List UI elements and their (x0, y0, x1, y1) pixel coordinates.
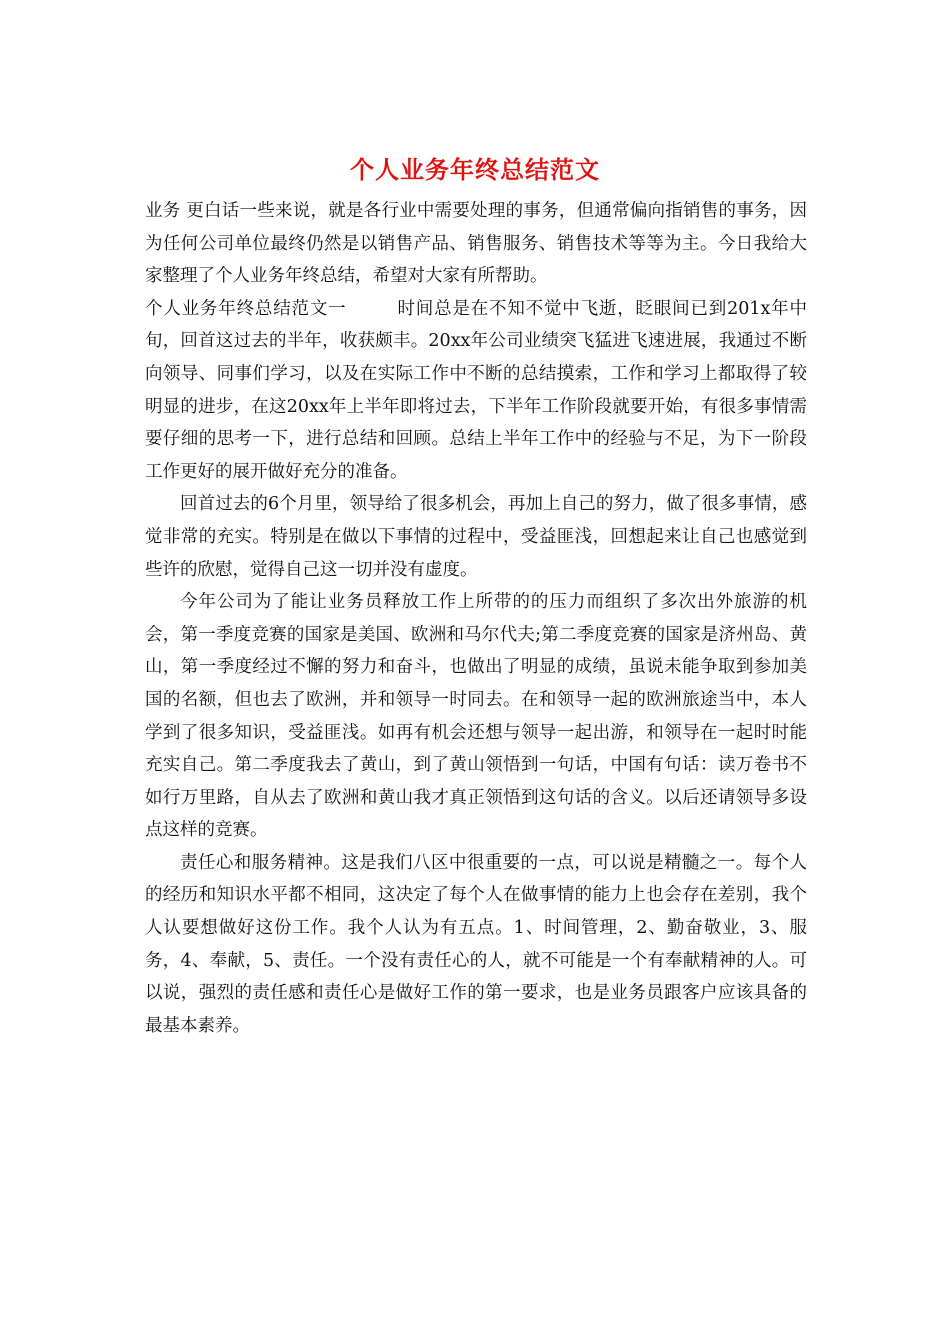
paragraph-travel: 今年公司为了能让业务员释放工作上所带的的压力而组织了多次出外旅游的机会，第一季度竞赛的国家是美国、欧洲和马尔代夫;第二季度竞赛的国家是济州岛、黄山，第一季度经过不懈的努力和奋斗，也做出了明显的成绩，虽说未能争取到参加美国的名额，但也去了欧洲，并和领导一时同去。在和领导一起的欧洲旅途当中，本人学到了很多知识，受益匪浅。如再有机会还想与领导一起出游，和领导在一起时时能充实自己。第二季度我去了黄山，到了黄山领悟到一句话，中国有句话：读万卷书不如行万里路，自从去了欧洲和黄山我才真正领悟到这句话的含义。以后还请领导多设点这样的竞赛。 (145, 592, 807, 841)
document-title: 个人业务年终总结范文 (350, 155, 600, 184)
section-gap (346, 299, 397, 319)
paragraph-responsibility: 责任心和服务精神。这是我们八区中很重要的一点，可以说是精髓之一。每个人的经历和知识水平都不相同，这决定了每个人在做事情的能力上也会存在差别，我个人认要想做好这份工作。我个人认为有五点。1、时间管理，2、勤奋敬业，3、服务，4、奉献，5、责任。一个没有责任心的人，就不可能是一个有奉献精神的人。可以说，强烈的责任感和责任心是做好工作的第一要求，也是业务员跟客户应该具备的最基本素养。 (145, 852, 807, 1036)
paragraph-review: 回首过去的6个月里，领导给了很多机会，再加上自己的努力，做了很多事情，感觉非常的充实。特别是在做以下事情的过程中，受益匪浅，回想起来让自己也感觉到些许的欣慰，觉得自己这一切并没有虚度。 (145, 494, 807, 580)
section-heading: 个人业务年终总结范文一 (145, 298, 347, 319)
section-one-paragraph (145, 293, 807, 489)
intro-paragraph: 业务 更白话一些来说，就是各行业中需要处理的事务，但通常偏向指销售的事务，因为任何公司单位最终仍然是以销售产品、销售服务、销售技术等等为主。今日我给大家整理了个人业务年终总结，希望对大家有所帮助。 (145, 201, 807, 287)
section-lead-text: 时间总是在不知不觉中飞逝，眨眼间已到201x年中旬，回首这过去的半年，收获颇丰。20xx年公司业绩突飞猛进飞速进展，我通过不断向领导、同事们学习，以及在实际工作中不断的总结摸索，工作和学习上都取得了较明显的进步，在这20xx年上半年即将过去，下半年工作阶段就要开始，有很多事情需要仔细的思考一下，进行总结和回顾。总结上半年工作中的经验与不足，为下一阶段工作更好的展开做好充分的准备。 (145, 298, 807, 482)
document-body (145, 195, 807, 1042)
